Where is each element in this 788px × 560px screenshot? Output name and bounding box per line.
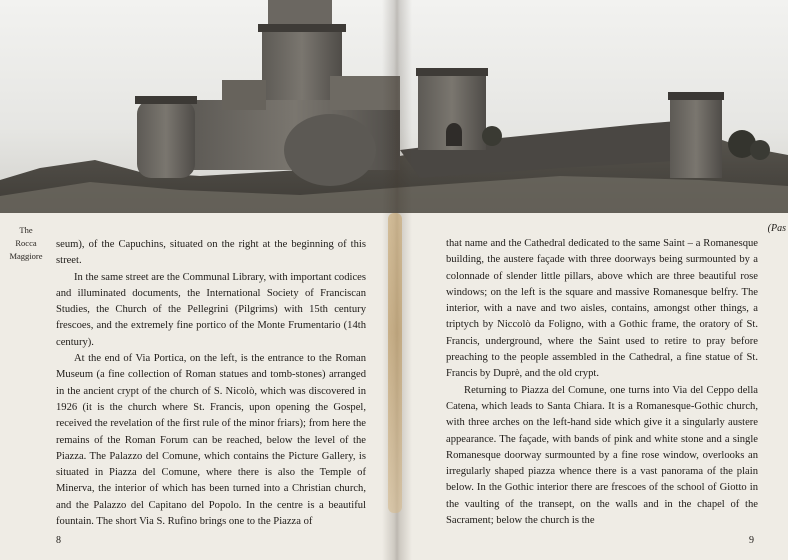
caption-line: Maggiore: [9, 251, 43, 261]
page-number: 9: [749, 535, 754, 546]
running-head: (Pas: [767, 223, 786, 234]
page-number: 8: [56, 535, 61, 546]
left-page-text: [56, 237, 366, 530]
castle-photograph: [0, 0, 788, 213]
caption-line: The: [19, 225, 33, 235]
right-page-text: [446, 236, 758, 529]
paragraph: Returning to Piazza del Comune, one turns into Via del Ceppo della Catena, which leads to Santa Chiara. It is a Romanesque-Gothic church, with three arches on the left-hand side which give it a singularly austere appearance. The façade, with bands of pink and white stone and a single Romanesque doorway surmounted by a fine rose window, overlooks an irregularly shaped piazza whence there is a vast panorama of the plain below. In the Gothic interior there are frescoes of the school of Giotto in the vaulting of the transept, on the walls and in the chapel of the Sacrament; below the church is the: [446, 384, 758, 527]
paragraph: that name and the Cathedral dedicated to the same Saint – a Romanesque building, the austere façade with three doorways being surmounted by a colonnade of slender little pillars, above which are three beautiful rose windows; on the left is the square and massive Romanesque belfry. The interior, with a nave and two aisles, contains, amongst other things, a triptych by Niccolò da Foligno, with a Gothic frame, the oratory of St. Francis, underground, where the Saint used to retire to pray before preaching to the people assembled in the Cathedral, a fine statue of St. Francis by Duprè, and the old crypt.: [446, 238, 758, 380]
paragraph: In the same street are the Communal Library, with important codices and illuminated documents, the International Society of Franciscan Studies, the Church of the Pellegrini (Pilgrims) with 15th century frescoes, and the extremely fine portico of the Monte Frumentario (14th century).: [56, 271, 366, 348]
paragraph: seum), of the Capuchins, situated on the right at the beginning of this street.: [56, 239, 366, 267]
paragraph: At the end of Via Portica, on the left, is the entrance to the Roman Museum (a fine collection of Roman statues and tomb-stones) arranged in the ancient crypt of the church of S. Nicolò, which was discovered in 1926 (it is the church where St. Francis, upon opening the Gospel, received the revelation of the first rule of the minor friars); from here the remains of the Roman Forum can be reached, below the level of the Piazza. The Palazzo del Comune, which contains the Picture Gallery, is situated in Piazza del Comune, where there is also the Temple of Minerva, the interior of which has been turned into a Christian church, and the Palazzo del Capitano del Popolo. In the centre is a beautiful fountain. The short Via S. Rufino brings one to the Piazza of: [56, 353, 366, 528]
castle-illustration: [0, 0, 788, 213]
photo-caption: [6, 224, 46, 263]
left-page: [0, 213, 392, 560]
right-page: [398, 213, 788, 560]
caption-line: Rocca: [15, 238, 37, 248]
